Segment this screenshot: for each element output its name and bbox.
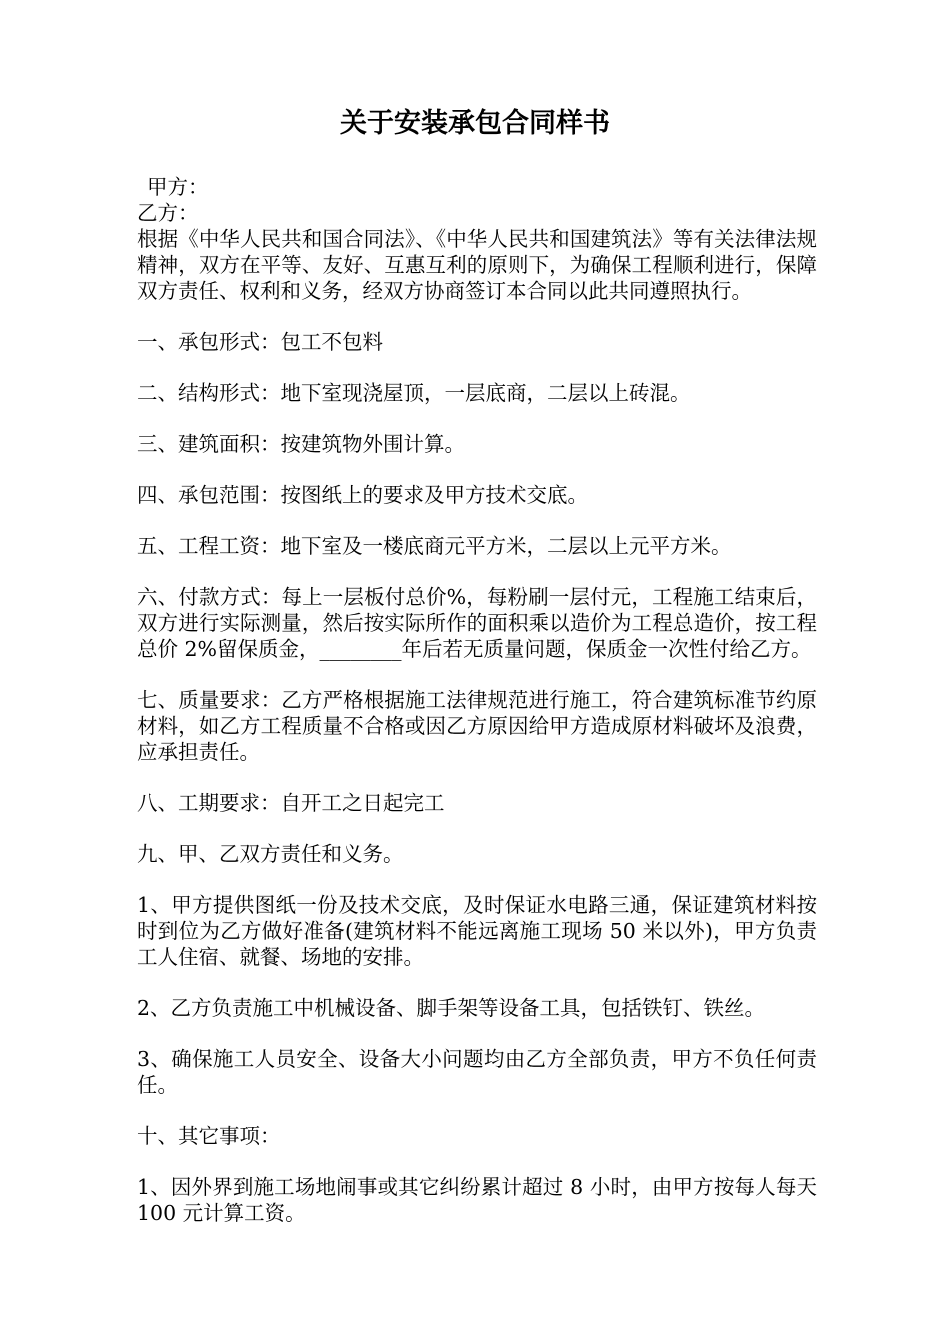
section-building-area: 三、建筑面积：按建筑物外围计算。 — [137, 432, 465, 456]
section-quality-requirements: 七、质量要求：乙方严格根据施工法律规范进行施工，符合建筑标准节约原材料，如乙方工程质量不合格或因乙方原因给甲方造成原材料破坏及浪费，应承担责任。 — [137, 688, 817, 764]
section-structure-form: 二、结构形式：地下室现浇屋顶，一层底商，二层以上砖混。 — [137, 381, 691, 405]
section-schedule: 八、工期要求：自开工之日起完工 — [137, 791, 445, 815]
other-matters-item-1: 1、因外界到施工场地闹事或其它纠纷累计超过 8 小时，由甲方按每人每天 100 元计算工资。 — [137, 1175, 817, 1225]
responsibility-item-3: 3、确保施工人员安全、设备大小问题均由乙方全部负责，甲方不负任何责任。 — [137, 1047, 817, 1097]
preamble-paragraph: 根据《中华人民共和国合同法》、《中华人民共和国建筑法》等有关法律法规精神，双方在平等、友好、互惠互利的原则下，为确保工程顺利进行，保障双方责任、权利和义务，经双方协商签订本合同以此共同遵照执行。 — [137, 227, 817, 303]
section-contract-scope: 四、承包范围：按图纸上的要求及甲方技术交底。 — [137, 483, 588, 507]
section-payment-method: 六、付款方式：每上一层板付总价%，每粉刷一层付元，工程施工结束后，双方进行实际测量，然后按实际所作的面积乘以造价为工程总造价，按工程总价 2%留保质金，________年后若无质量问题，保质金一次性付给乙方。 — [137, 585, 817, 661]
section-wages: 五、工程工资：地下室及一楼底商元平方米，二层以上元平方米。 — [137, 534, 732, 558]
responsibility-item-2: 2、乙方负责施工中机械设备、脚手架等设备工具，包括铁钉、铁丝。 — [137, 996, 766, 1020]
section-responsibilities-heading: 九、甲、乙双方责任和义务。 — [137, 842, 404, 866]
contract-body — [137, 174, 817, 1226]
document-title: 关于安装承包合同样书 — [340, 108, 610, 139]
party-b-label: 乙方： — [137, 201, 199, 225]
section-other-matters-heading: 十、其它事项： — [137, 1124, 281, 1148]
section-contract-form: 一、承包形式：包工不包料 — [137, 330, 383, 354]
party-a-label: 甲方： — [147, 175, 209, 199]
responsibility-item-1: 1、甲方提供图纸一份及技术交底，及时保证水电路三通，保证建筑材料按时到位为乙方做好准备(建筑材料不能远离施工现场 50 米以外)，甲方负责工人住宿、就餐、场地的安排。 — [137, 893, 817, 969]
